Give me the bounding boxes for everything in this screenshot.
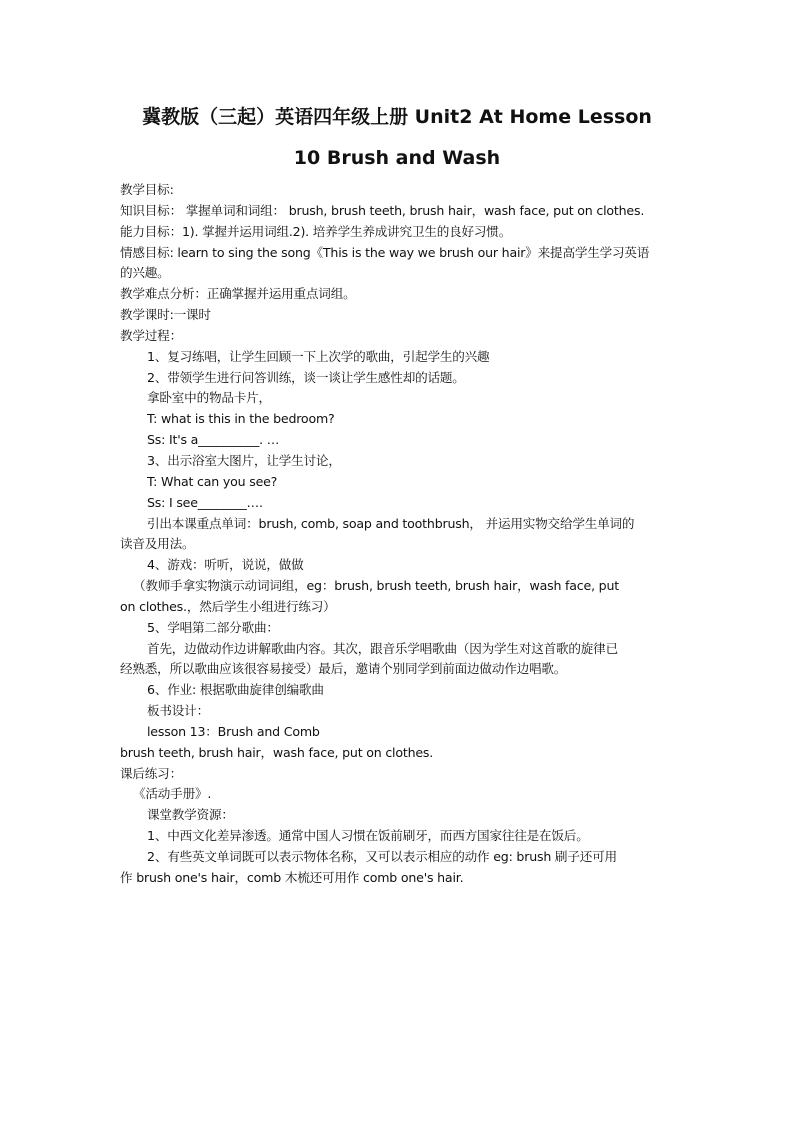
text-line: 引出本课重点单词：brush, comb, soap and toothbrush， 并运用实物交给学生单词的 (147, 515, 635, 531)
text-line: 4、游戏：听听，说说，做做 (147, 557, 304, 573)
text-line: 作 brush one's hair，comb 木梳还可用作 comb one's hair. (120, 869, 464, 885)
text-line: 5、学唱第二部分歌曲： (147, 619, 279, 635)
text-line: 教学课时:一课时 (120, 307, 211, 323)
text-line: 3、出示浴室大图片，让学生讨论， (147, 452, 341, 468)
text-line: 2、有些英文单词既可以表示物体名称，又可以表示相应的动作 eg: brush 刷子还可用 (147, 849, 617, 864)
text-line: 读音及用法。 (120, 536, 195, 552)
text-line: 教学过程： (120, 327, 182, 343)
text-line: 知识目标： 掌握单词和词组： brush, brush teeth, brush hair，wash face, put on clothes. (120, 202, 645, 218)
text-line: lesson 13：Brush and Comb (147, 723, 320, 739)
text-line: Ss: It's a__________. … (147, 432, 280, 448)
text-line: 1、复习练唱，让学生回顾一下上次学的歌曲，引起学生的兴趣 (147, 348, 490, 364)
text-line: 1、中西文化差异渗透。通常中国人习惯在饭前刷牙，而西方国家往往是在饭后。 (147, 828, 589, 844)
text-line: 情感目标: learn to sing the song《This is the way we brush our hair》来提高学生学习英语 (120, 244, 650, 260)
text-line: 教学难点分析：正确掌握并运用重点词组。 (120, 286, 356, 302)
text-line: 板书设计： (147, 703, 209, 719)
text-line: 课后练习： (120, 765, 182, 781)
text-line: on clothes.，然后学生小组进行练习） (120, 598, 336, 614)
text-line: 能力目标：1). 掌握并运用词组.2). 培养学生养成讲究卫生的良好习惯。 (120, 223, 512, 239)
document-body (120, 180, 680, 889)
text-line: 《活动手册》. (133, 786, 212, 802)
text-line: T: What can you see? (147, 473, 278, 489)
document-title-line-1: 冀教版（三起）英语四年级上册 Unit2 At Home Lesson (142, 106, 652, 128)
text-line: 教学目标: (120, 182, 174, 197)
text-line: 拿卧室中的物品卡片， (147, 390, 271, 406)
text-line: 首先，边做动作边讲解歌曲内容。其次，跟音乐学唱歌曲（因为学生对这首歌的旋律已 (147, 640, 618, 656)
text-line: 2、带领学生进行问答训练，谈一谈让学生感性却的话题。 (147, 369, 465, 385)
text-line: 的兴趣。 (120, 265, 170, 281)
text-line: brush teeth, brush hair，wash face, put on clothes. (120, 744, 434, 760)
document-title-line-2: 10 Brush and Wash (293, 147, 501, 169)
text-line: T: what is this in the bedroom? (147, 411, 335, 427)
text-line: 课堂教学资源： (147, 807, 234, 823)
text-line: 经熟悉，所以歌曲应该很容易接受）最后，邀请个别同学到前面边做动作边唱歌。 (120, 661, 567, 677)
text-line: （教师手拿实物演示动词词组，eg：brush, brush teeth, brush hair，wash face, put (133, 578, 619, 594)
text-line: Ss: I see________…. (147, 494, 263, 510)
text-line: 6、作业: 根据歌曲旋律创编歌曲 (147, 682, 324, 698)
